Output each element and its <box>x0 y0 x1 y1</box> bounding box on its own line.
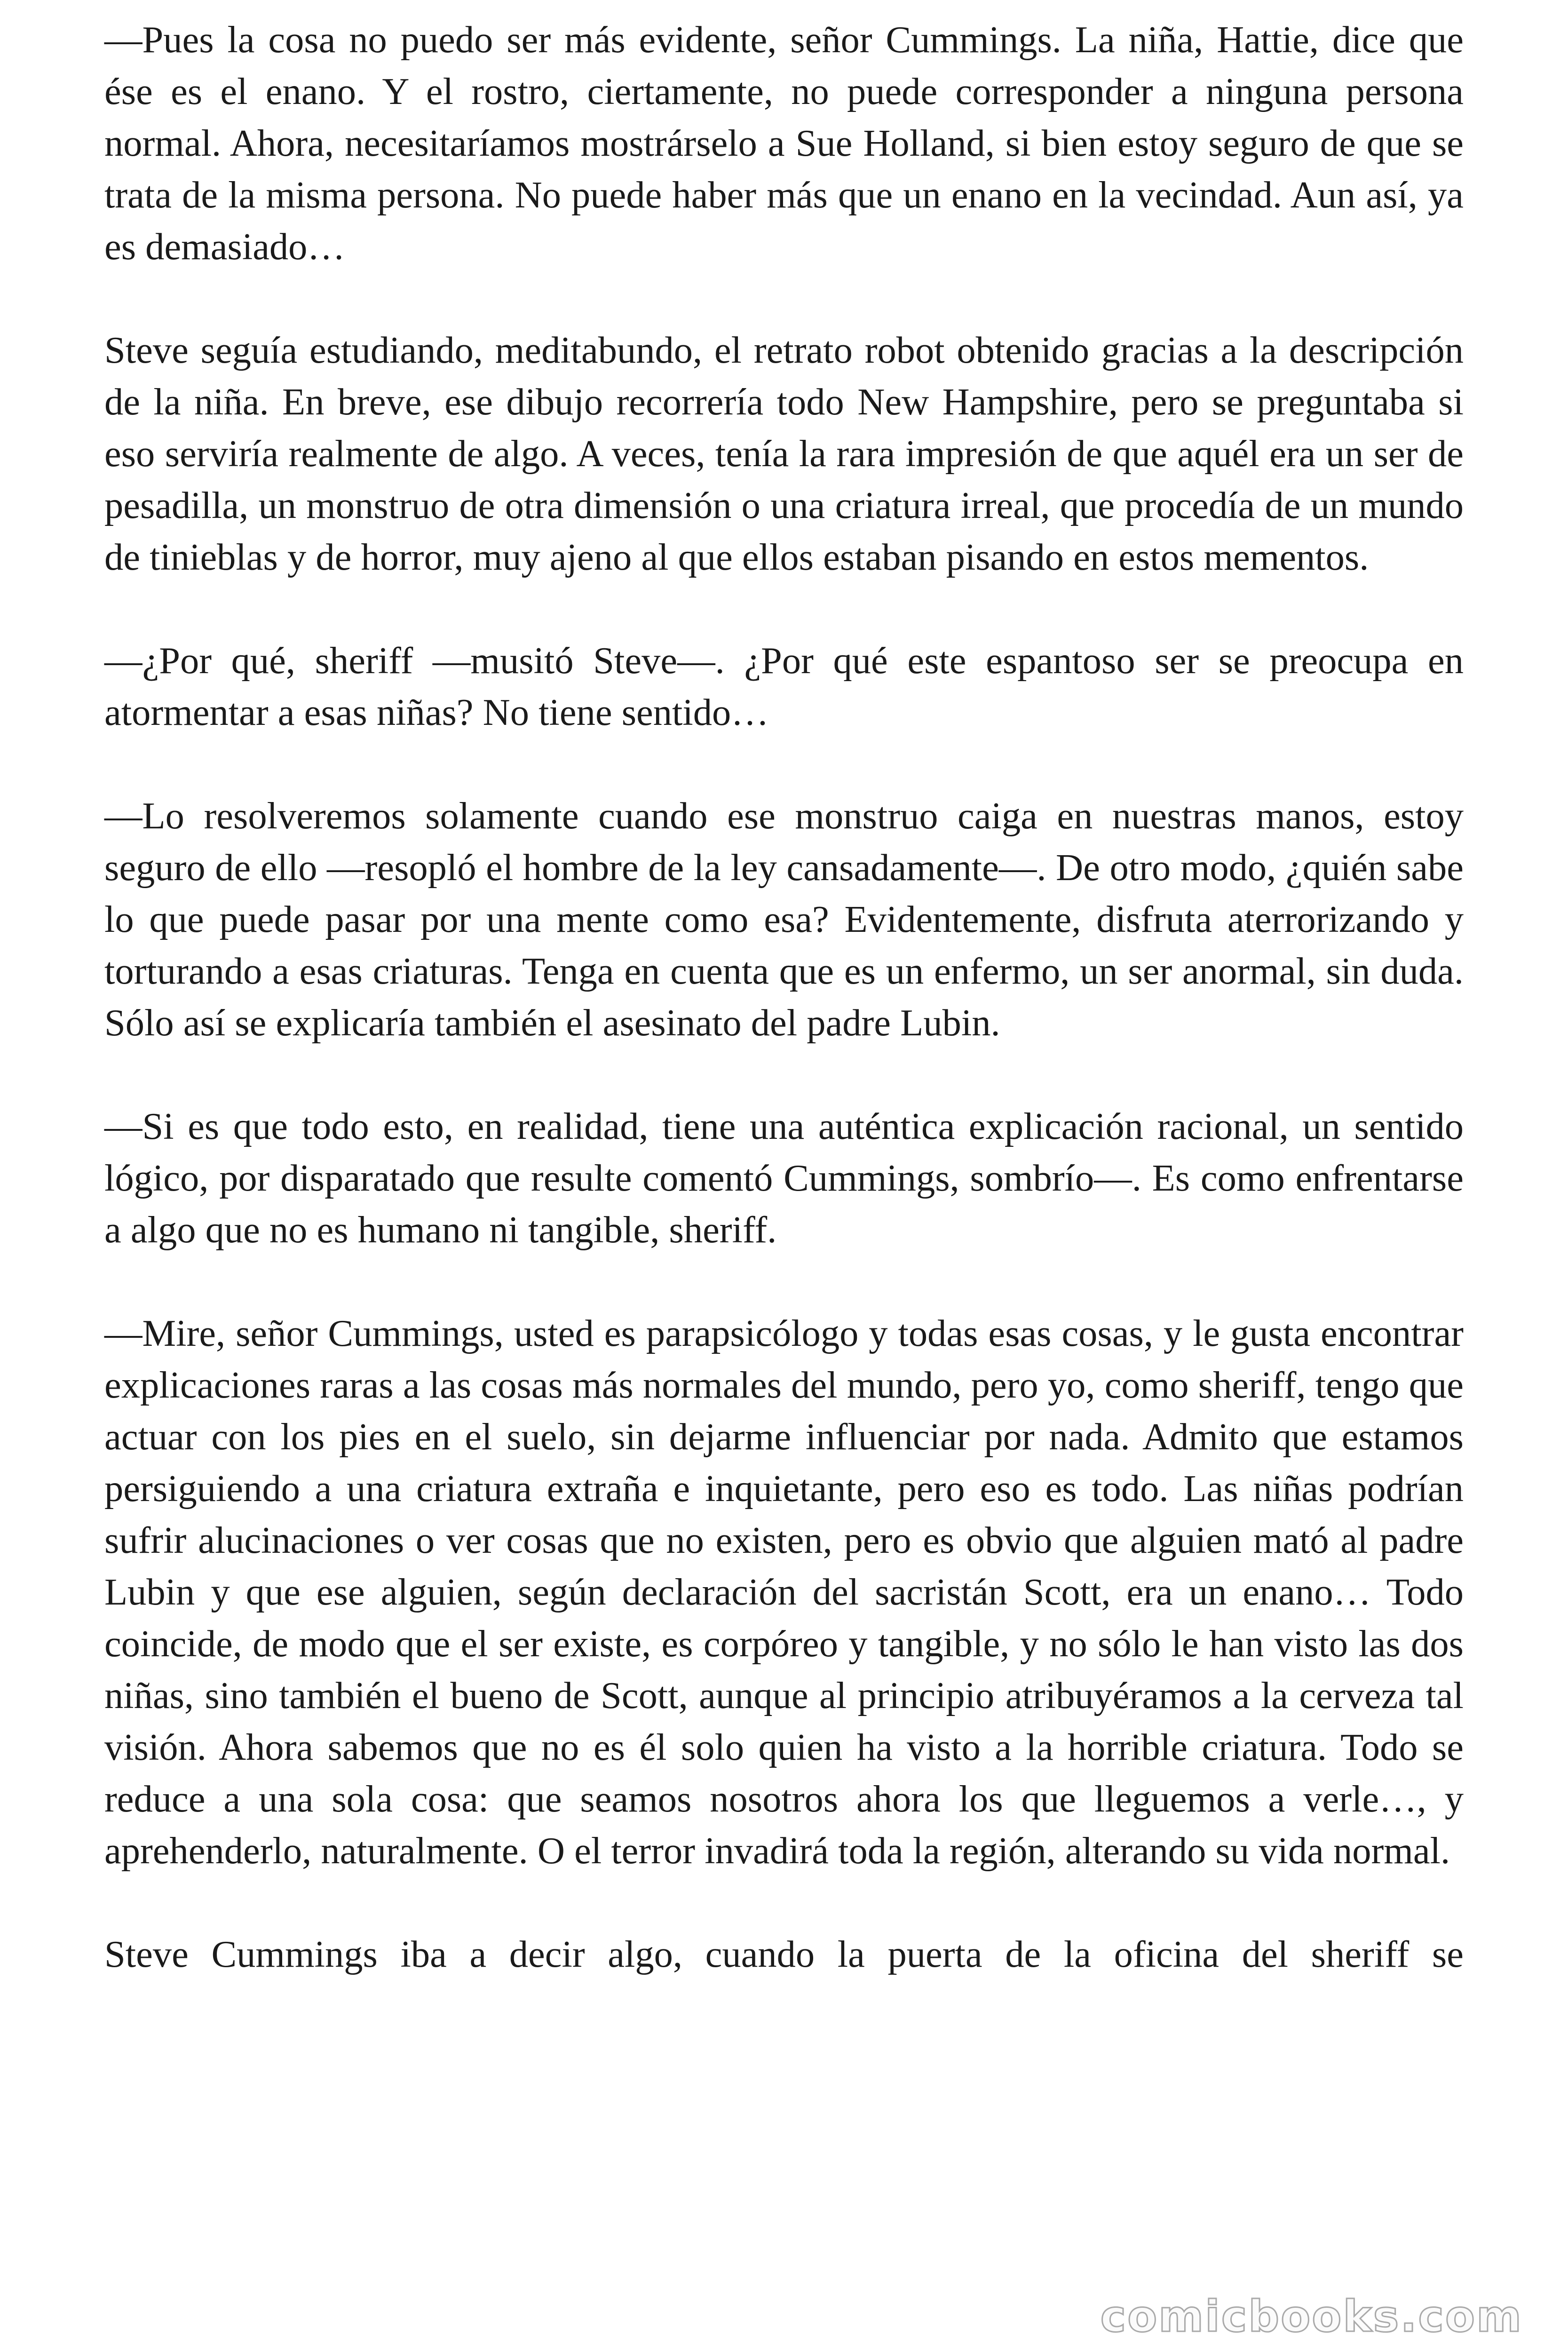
watermark: comicbooks.com <box>1100 2291 1523 2342</box>
page-body <box>104 14 1464 1980</box>
paragraph-7: Steve Cummings iba a decir algo, cuando la puerta de la oficina del sheriff se <box>104 1933 1464 1975</box>
paragraph-6: —Mire, señor Cummings, usted es parapsicólogo y todas esas cosas, y le gusta encontrar explicaciones raras a las cosas más normales del mundo, pero yo, como sheriff, tengo que actuar con los pies en el suelo, sin dejarme influenciar por nada. Admito que estamos persiguiendo a una criatura extraña e inquietante, pero eso es todo. Las niñas podrían sufrir alucinaciones o ver cosas que no existen, pero es obvio que alguien mató al padre Lubin y que ese alguien, según declaración del sacristán Scott, era un enano… Todo coincide, de modo que el ser existe, es corpóreo y tangible, y no sólo le han visto las dos niñas, sino también el bueno de Scott, aunque al principio atribuyéramos a la cerveza tal visión. Ahora sabemos que no es él solo quien ha visto a la horrible criatura. Todo se reduce a una sola cosa: que seamos nosotros ahora los que lleguemos a verle…, y aprehenderlo, naturalmente. O el terror invadirá toda la región, alterando su vida normal. <box>104 1312 1464 1872</box>
paragraph-3: —¿Por qué, sheriff —musitó Steve—. ¿Por qué este espantoso ser se preocupa en atormentar a esas niñas? No tiene sentido… <box>104 640 1464 733</box>
paragraph-4: —Lo resolveremos solamente cuando ese monstruo caiga en nuestras manos, estoy seguro de ello —resopló el hombre de la ley cansadamente—. De otro modo, ¿quién sabe lo que puede pasar por una mente como esa? Evidentemente, disfruta aterrorizando y torturando a esas criaturas. Tenga en cuenta que es un enfermo, un ser anormal, sin duda. Sólo así se explicaría también el asesinato del padre Lubin. <box>104 795 1464 1044</box>
paragraph-5: —Si es que todo esto, en realidad, tiene una auténtica explicación racional, un sentido lógico, por disparatado que resulte comentó Cummings, sombrío—. Es como enfrentarse a algo que no es humano ni tangible, sheriff. <box>104 1105 1464 1251</box>
paragraph-1: —Pues la cosa no puedo ser más evidente, señor Cummings. La niña, Hattie, dice que ése es el enano. Y el rostro, ciertamente, no puede corresponder a ninguna persona normal. Ahora, necesitaríamos mostrárselo a Sue Holland, si bien estoy seguro de que se trata de la misma persona. No puede haber más que un enano en la vecindad. Aun así, ya es demasiado… <box>104 19 1464 268</box>
paragraph-2: Steve seguía estudiando, meditabundo, el retrato robot obtenido gracias a la descripción de la niña. En breve, ese dibujo recorrería todo New Hampshire, pero se preguntaba si eso serviría realmente de algo. A veces, tenía la rara impresión de que aquél era un ser de pesadilla, un monstruo de otra dimensión o una criatura irreal, que procedía de un mundo de tinieblas y de horror, muy ajeno al que ellos estaban pisando en estos mementos. <box>104 329 1464 578</box>
